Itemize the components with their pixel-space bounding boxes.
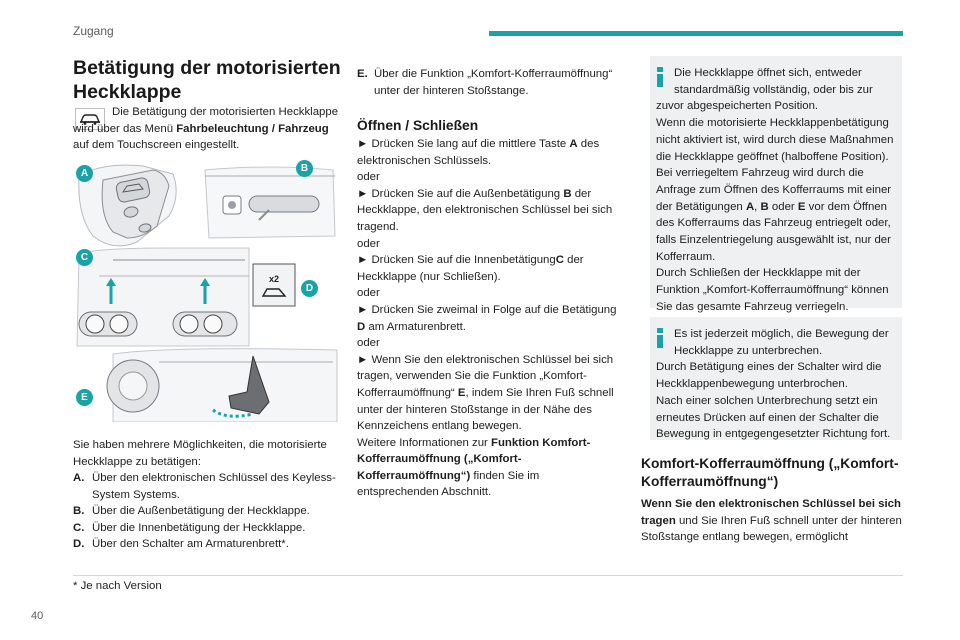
list-item	[73, 520, 345, 537]
or-separator: oder	[357, 237, 380, 250]
option-text: Über den elektronischen Schlüssel des Keyless-System Systems.	[92, 472, 336, 501]
step-3: ► Drücken Sie auf die InnenbetätigungC der Heckklappe (nur Schließen).	[357, 254, 584, 283]
intro-text-2: auf dem Touchscreen eingestellt.	[73, 139, 240, 151]
intro-text-1: Die Betätigung der motorisierten Heckklappe wird über das Menü	[73, 106, 339, 135]
option-key: C.	[73, 521, 85, 534]
key-fob-illustration	[79, 165, 176, 246]
page-number: 40	[31, 610, 44, 622]
comfort-opening-heading: Komfort-Kofferraumöffnung („Komfort-Kofferraumöffnung“)	[641, 456, 899, 489]
info-note-opening	[650, 56, 902, 313]
option-text: Über die Innenbetätigung der Heckklappe.	[92, 521, 306, 534]
option-text: Über den Schalter am Armaturenbrett*.	[92, 538, 289, 550]
intro-menu-path: Fahrbeleuchtung / Fahrzeug	[176, 122, 329, 135]
info-icon	[656, 328, 665, 348]
options-list	[73, 470, 345, 553]
info-icon	[656, 67, 665, 87]
note-paragraph: Durch Betätigung eines der Schalter wird die Heckklappenbewegung unterbrochen.	[656, 361, 882, 391]
header-section-title: Zugang	[73, 24, 114, 38]
tailgate-controls-figure	[73, 156, 339, 422]
note-paragraph: Wenn die motorisierte Heckklappenbetätigung nicht aktiviert ist, wird durch diese Maßnahmen die Heckklappe geöffnet (halboffene Position).	[656, 117, 894, 163]
or-separator: oder	[357, 171, 380, 184]
figure-label-b: B	[296, 160, 313, 177]
note-paragraph: Es ist jederzeit möglich, die Bewegung der Heckklappe zu unterbrechen.	[674, 328, 889, 357]
options-lead: Sie haben mehrere Möglichkeiten, die motorisierte Heckklappe zu betätigen:	[73, 439, 327, 468]
info-note-interrupt	[650, 317, 902, 440]
open-close-heading: Öffnen / Schließen	[357, 118, 479, 133]
page-title: Betätigung der motorisierten Heckklappe	[73, 57, 341, 103]
or-separator: oder	[357, 337, 380, 350]
note-paragraph: Bei verriegeltem Fahrzeug wird durch die Anfrage zum Öffnen des Kofferraums mit einer der Betätigungen A, B oder E vor dem Öffnen des Kofferraums das Fahrzeug entriegelt oder, falls Einzelentriegelung ausgewählt ist, nur der Kofferraum.	[656, 167, 892, 263]
option-text: Über die Außenbetätigung der Heckklappe.	[92, 505, 310, 517]
intro-paragraph	[73, 104, 345, 154]
switch-double-press-badge: x2	[269, 274, 280, 284]
comfort-opening-body: Wenn Sie den elektronischen Schlüssel bei sich tragen und Sie Ihren Fuß schnell unter der hinteren Stoßstange entlang bewegen, ermöglicht	[641, 498, 902, 544]
footnote-divider	[73, 575, 903, 576]
note-paragraph: Nach einer solchen Unterbrechung setzt ein erneutes Drücken auf einen der Schalter die Bewegung in entgegengesetzter Richtung fort.	[656, 394, 891, 441]
option-text: Über die Funktion „Komfort-Kofferraumöffnung“ unter der hinteren Stoßstange.	[374, 68, 613, 97]
figure-label-d: D	[301, 280, 318, 297]
step-5: ► Wenn Sie den elektronischen Schlüssel bei sich tragen, verwenden Sie die Funktion „Komfort-Kofferraumöffnung“ E, indem Sie Ihren Fuß schnell unter der hinteren Stoßstange in der Nähe des Kennzeichens entlang bewegen.	[357, 353, 614, 433]
or-separator: oder	[357, 287, 380, 300]
option-e-item	[357, 66, 619, 99]
step-4: ► Drücken Sie zweimal in Folge auf die Betätigung D am Armaturenbrett.	[357, 303, 617, 333]
footnote: * Je nach Version	[73, 580, 162, 592]
step-1: ► Drücken Sie lang auf die mittlere Taste A des elektronischen Schlüssels.	[357, 138, 600, 167]
figure-label-a: A	[76, 165, 93, 182]
step-2: ► Drücken Sie auf die Außenbetätigung B der Heckklappe, den elektronischen Schlüssel bei sich tragend.	[357, 187, 613, 233]
tailgate-illustration	[73, 156, 339, 422]
list-item	[73, 503, 345, 520]
list-item	[73, 536, 345, 553]
figure-label-c: C	[76, 249, 93, 266]
bumper-foot-illustration	[107, 349, 337, 422]
note-paragraph: Die Heckklappe öffnet sich, entweder standardmäßig vollständig, oder bis zur zuvor abgespeicherten Position.	[656, 67, 873, 113]
option-key: A.	[73, 472, 85, 484]
tailgate-interior-illustration	[77, 248, 249, 346]
header-accent-bar	[489, 31, 903, 36]
more-info: Weitere Informationen zur Funktion Komfort-Kofferraumöffnung („Komfort-Kofferraumöffnung“) finden Sie im entsprechenden Abschnitt.	[357, 436, 591, 499]
option-key: E.	[357, 68, 368, 80]
option-key: B.	[73, 505, 85, 517]
dashboard-switch-illustration	[253, 264, 295, 306]
figure-label-e: E	[76, 389, 93, 406]
list-item	[73, 470, 345, 503]
open-close-body	[357, 136, 619, 501]
option-key: D.	[73, 538, 85, 550]
tailgate-exterior-illustration	[205, 167, 335, 238]
note-paragraph: Durch Schließen der Heckklappe mit der Funktion „Komfort-Kofferraumöffnung“ können Sie das gesamte Fahrzeug verriegeln.	[656, 267, 889, 313]
